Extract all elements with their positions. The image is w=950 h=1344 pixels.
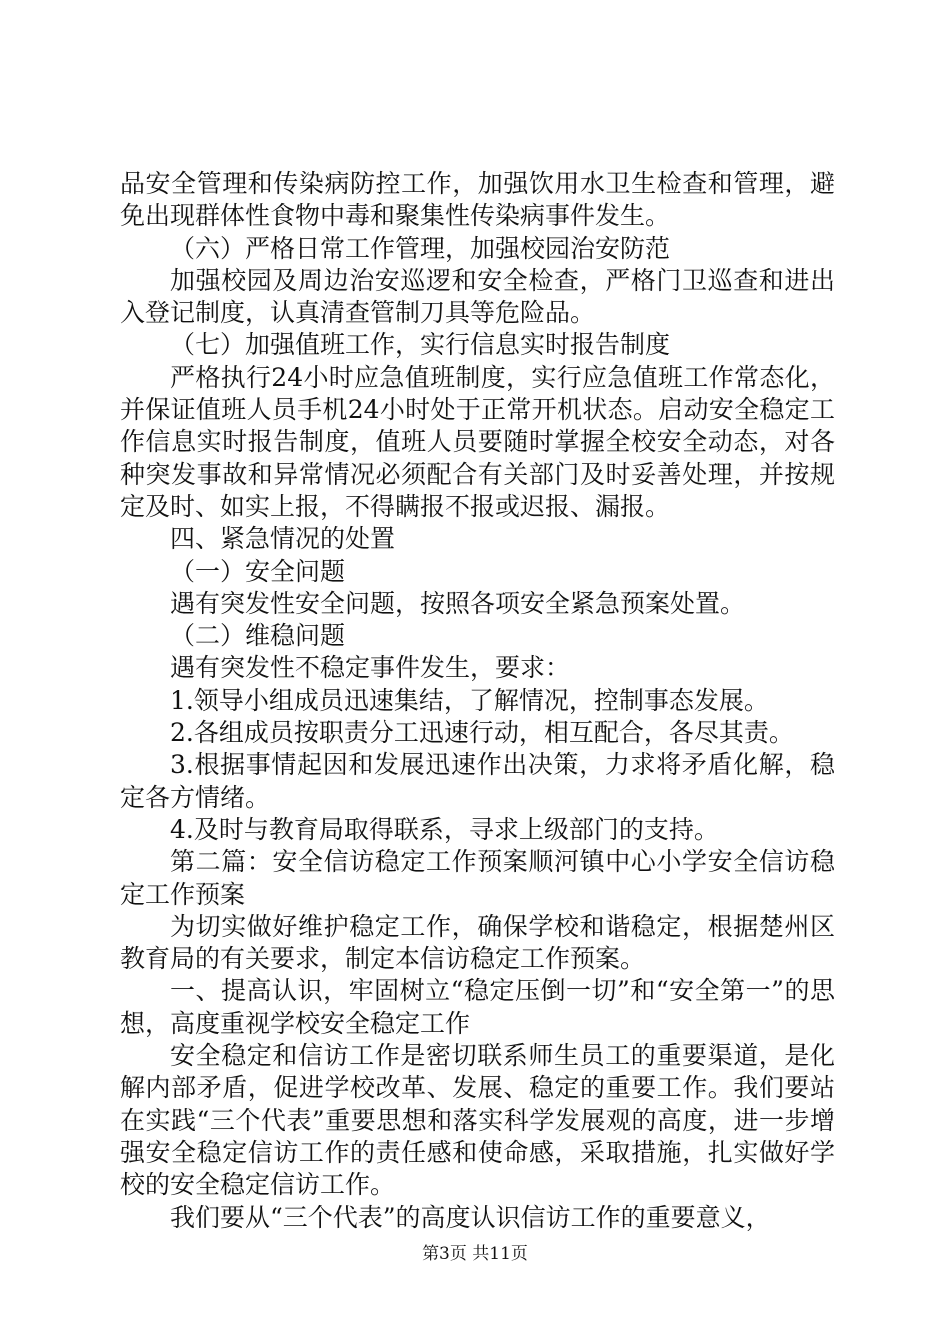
heading-part-2: 第二篇：安全信访稳定工作预案顺河镇中心小学安全信访稳定工作预案 (120, 847, 835, 909)
heading-section-6: （六）严格日常工作管理，加强校园治安防范 (170, 233, 671, 263)
heading-subsection-1: （一）安全问题 (170, 556, 346, 586)
paragraph: 遇有突发性安全问题，按照各项安全紧急预案处置。 (170, 588, 746, 618)
list-item: 4.及时与教育局取得联系，寻求上级部门的支持。 (170, 814, 719, 844)
heading-section-7: （七）加强值班工作，实行信息实时报告制度 (170, 330, 671, 360)
paragraph: 加强校园及周边治安巡逻和安全检查，严格门卫巡查和进出入登记制度，认真清查管制刀具等危险品。 (120, 265, 835, 328)
heading-section-1: 一、提高认识，牢固树立“稳定压倒一切”和“安全第一”的思想，高度重视学校安全稳定工作 (120, 976, 835, 1038)
heading-subsection-2: （二）维稳问题 (170, 621, 346, 651)
heading-section-4: 四、紧急情况的处置 (170, 524, 396, 554)
paragraph: 遇有突发性不稳定事件发生，要求： (170, 653, 571, 683)
list-item: 3.根据事情起因和发展迅速作出决策，力求将矛盾化解，稳定各方情绪。 (120, 750, 835, 812)
paragraph: 为切实做好维护稳定工作，确保学校和谐稳定，根据楚州区教育局的有关要求，制定本信访稳定工作预案。 (120, 911, 835, 974)
page-number-footer: 第3页 共11页 (422, 1244, 528, 1264)
document-body (120, 168, 835, 1234)
paragraph: 我们要从“三个代表”的高度认识信访工作的重要意义， (170, 1202, 771, 1232)
paragraph: 安全稳定和信访工作是密切联系师生员工的重要渠道，是化解内部矛盾，促进学校改革、发展、稳定的重要工作。我们要站在实践“三个代表”重要思想和落实科学发展观的高度，进一步增强安全稳定信访工作的责任感和使命感，采取措施，扎实做好学校的安全稳定信访工作。 (120, 1041, 835, 1200)
paragraph-continuation: 品安全管理和传染病防控工作，加强饮用水卫生检查和管理，避免出现群体性食物中毒和聚集性传染病事件发生。 (120, 169, 835, 231)
list-item: 2.各组成员按职责分工迅速行动，相互配合，各尽其责。 (170, 718, 794, 748)
list-item: 1.领导小组成员迅速集结，了解情况，控制事态发展。 (170, 685, 769, 715)
paragraph: 严格执行24小时应急值班制度，实行应急值班工作常态化，并保证值班人员手机24小时处于正常开机状态。启动安全稳定工作信息实时报告制度，值班人员要随时掌握全校安全动态，对各种突发事故和异常情况必须配合有关部门及时妥善处理，并按规定及时、如实上报，不得瞒报不报或迟报、漏报。 (120, 362, 835, 521)
